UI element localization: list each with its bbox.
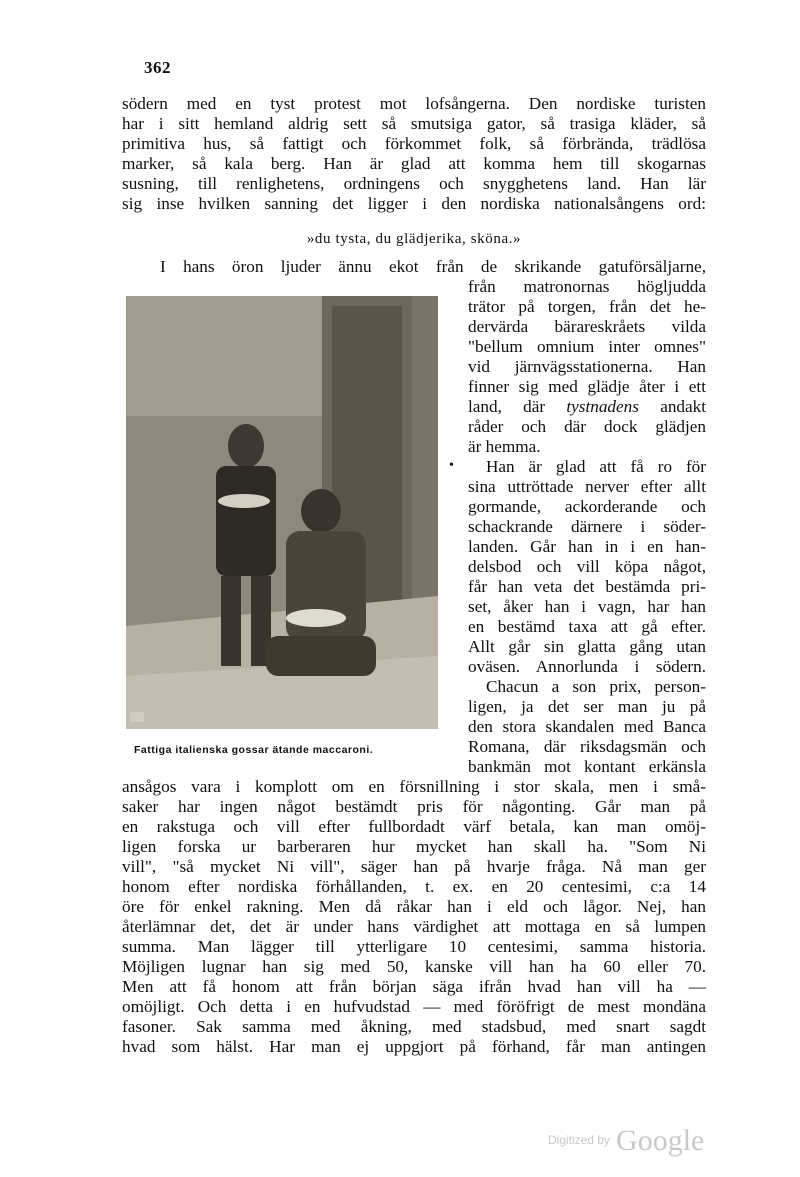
text-line: ligen, ja det ser man ju på	[468, 697, 706, 716]
text-line: återlämnar det, det är under hans värdighet att mottaga en så lumpen	[122, 917, 706, 936]
text-line: schackrande därnere i söder-	[468, 517, 706, 536]
text-line	[468, 397, 706, 417]
text-line: sina uttröttade nerver efter allt	[468, 477, 706, 496]
text-line: finner sig med glädje åter i ett	[468, 377, 706, 396]
text-line: honom efter nordiska förhållanden, t. ex. en 20 centesimi, c:a 14	[122, 877, 706, 896]
text-line: södern med en tyst protest mot lofsångerna. Den nordiske turisten	[122, 94, 706, 113]
text-line: Möjligen lugnar han sig med 50, kanske vill han ha 60 eller 70.	[122, 957, 706, 976]
text-line: öre för enkel rakning. Men då råkar han i eld och lågor. Nej, han	[122, 897, 706, 916]
text-line: vill", "så mycket Ni vill", säger han på hvarje fråga. Nå man ger	[122, 857, 706, 876]
text-line: omöjligt. Och detta i en hufvudstad — med föröfrigt de mest mondäna	[122, 997, 706, 1016]
text-line: susning, till renlighetens, ordningens och snygghetens land. Han lär	[122, 174, 706, 193]
text-line: gormande, ackorderande och	[468, 497, 706, 516]
text-line: Han är glad att få ro för	[486, 457, 706, 476]
photo-illustration	[126, 296, 438, 729]
text-line: delsbod och vill köpa något,	[468, 557, 706, 576]
text-line: Romana, där riksdagsmän och	[468, 737, 706, 756]
text-line: från matronornas högljudda	[468, 277, 706, 296]
verse-quote: »du tysta, du glädjerika, sköna.»	[306, 231, 522, 247]
text-line: primitiva hus, så fattigt och förkommet folk, så förbrända, trädlösa	[122, 134, 706, 153]
photo	[126, 296, 438, 729]
text-line: Chacun a son prix, person-	[486, 677, 706, 696]
text-line: fasoner. Sak samma med åkning, med stadsbud, med snart sagdt	[122, 1017, 706, 1036]
google-logo: Google	[616, 1124, 705, 1157]
text-line: marker, så kala berg. Han är glad att komma hem till skogarnas	[122, 154, 706, 173]
watermark-prefix: Digitized by	[548, 1133, 611, 1147]
text-line: saker har ingen något bestämdt pris för någonting. Går man på	[122, 797, 706, 816]
text-line: en rakstuga och vill efter fullbordadt värf betala, kan man omöj-	[122, 817, 706, 836]
text-line: oväsen. Annorlunda i södern.	[468, 657, 706, 676]
text-line: sig inse hvilken sanning det ligger i den nordiska nationalsångens ord:	[122, 194, 706, 213]
text-line: dervärda bärareskråets vilda	[468, 317, 706, 336]
text-line: den stora skandalen med Banca	[468, 717, 706, 736]
text-line: Men att få honom att från början säga ifrån hvad han vill ha —	[122, 977, 706, 996]
text-line: ansågos vara i komplott om en försnillning i stor skala, men i små-	[122, 777, 706, 796]
text-line: summa. Man lägger till ytterligare 10 centesimi, samma historia.	[122, 937, 706, 956]
text-segment: land, där	[468, 397, 546, 416]
text-line: landen. Går han in i en han-	[468, 537, 706, 556]
bullet-mark: •	[449, 458, 454, 473]
text-line: en bestämd taxa att gå efter.	[468, 617, 706, 636]
text-line: får han veta det bestämda pri-	[468, 577, 706, 596]
text-line: hvad som hälst. Har man ej uppgjort på förhand, får man antingen	[122, 1037, 706, 1056]
text-line: trätor på torgen, från det he-	[468, 297, 706, 316]
digitized-watermark	[548, 1124, 704, 1158]
text-line: bankmän mot kontant erkänsla	[468, 757, 706, 776]
page-number: 362	[144, 58, 171, 77]
text-line: I hans öron ljuder ännu ekot från de skrikande gatuförsäljarne,	[160, 257, 706, 276]
text-line: har i sitt hemland aldrig sett så smutsiga gator, så trasiga kläder, så	[122, 114, 706, 133]
text-line: set, åker han i vagn, har han	[468, 597, 706, 616]
text-line: Allt går sin glatta gång utan	[468, 637, 706, 656]
text-segment: andakt	[660, 397, 707, 416]
text-line: ligen forska ur barberaren hur mycket han skall ha. "Som Ni	[122, 837, 706, 856]
text-line: "bellum omnium inter omnes"	[468, 337, 706, 356]
text-line: vid järnvägsstationerna. Han	[468, 357, 706, 376]
photo-caption: Fattiga italienska gossar ätande maccaroni.	[134, 744, 374, 756]
text-line: är hemma.	[468, 437, 541, 456]
text-line: råder och där dock glädjen	[468, 417, 706, 436]
emphasis-word: tystnadens	[566, 397, 639, 416]
